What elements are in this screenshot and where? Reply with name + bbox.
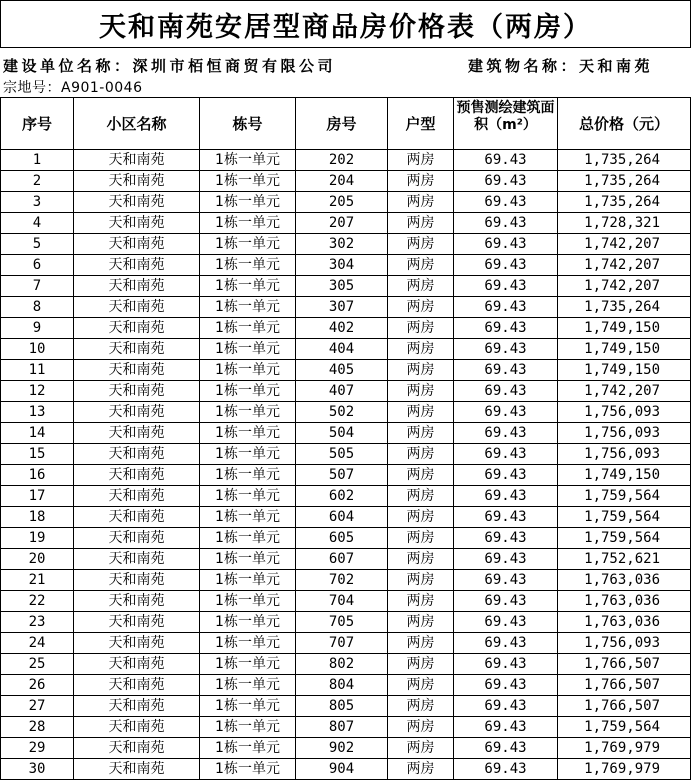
cell-index: 7 — [1, 276, 74, 297]
table-row — [1, 549, 691, 570]
cell-price: 1,735,264 — [558, 297, 691, 318]
table-row — [1, 234, 691, 255]
table-body — [1, 150, 691, 780]
cell-room: 202 — [296, 150, 388, 171]
cell-building: 1栋一单元 — [200, 591, 296, 612]
cell-room: 902 — [296, 738, 388, 759]
cell-type: 两房 — [388, 192, 454, 213]
cell-room: 502 — [296, 402, 388, 423]
cell-type: 两房 — [388, 444, 454, 465]
cell-price: 1,769,979 — [558, 759, 691, 780]
cell-community: 天和南苑 — [74, 717, 200, 738]
cell-price: 1,742,207 — [558, 255, 691, 276]
cell-building: 1栋一单元 — [200, 528, 296, 549]
cell-price: 1,752,621 — [558, 549, 691, 570]
cell-price: 1,756,093 — [558, 423, 691, 444]
cell-room: 704 — [296, 591, 388, 612]
cell-index: 23 — [1, 612, 74, 633]
cell-room: 402 — [296, 318, 388, 339]
cell-area: 69.43 — [454, 297, 558, 318]
cell-community: 天和南苑 — [74, 339, 200, 360]
developer-name: 建设单位名称：深圳市栢恒商贸有限公司 — [3, 57, 337, 75]
cell-community: 天和南苑 — [74, 444, 200, 465]
cell-type: 两房 — [388, 696, 454, 717]
cell-room: 504 — [296, 423, 388, 444]
cell-room: 404 — [296, 339, 388, 360]
table-row — [1, 276, 691, 297]
cell-price: 1,763,036 — [558, 570, 691, 591]
cell-community: 天和南苑 — [74, 591, 200, 612]
cell-index: 27 — [1, 696, 74, 717]
cell-building: 1栋一单元 — [200, 318, 296, 339]
cell-index: 25 — [1, 654, 74, 675]
cell-price: 1,749,150 — [558, 465, 691, 486]
cell-index: 30 — [1, 759, 74, 780]
cell-type: 两房 — [388, 255, 454, 276]
cell-index: 2 — [1, 171, 74, 192]
cell-price: 1,749,150 — [558, 360, 691, 381]
cell-area: 69.43 — [454, 150, 558, 171]
table-row — [1, 570, 691, 591]
cell-area: 69.43 — [454, 465, 558, 486]
cell-room: 304 — [296, 255, 388, 276]
cell-area: 69.43 — [454, 213, 558, 234]
col-header-index: 序号 — [1, 98, 74, 150]
cell-building: 1栋一单元 — [200, 675, 296, 696]
cell-building: 1栋一单元 — [200, 276, 296, 297]
cell-type: 两房 — [388, 633, 454, 654]
cell-type: 两房 — [388, 486, 454, 507]
cell-room: 407 — [296, 381, 388, 402]
cell-area: 69.43 — [454, 381, 558, 402]
cell-price: 1,766,507 — [558, 675, 691, 696]
cell-room: 205 — [296, 192, 388, 213]
cell-type: 两房 — [388, 507, 454, 528]
building-name: 建筑物名称：天和南苑 — [468, 57, 654, 75]
cell-room: 607 — [296, 549, 388, 570]
cell-price: 1,756,093 — [558, 444, 691, 465]
cell-building: 1栋一单元 — [200, 696, 296, 717]
table-row — [1, 381, 691, 402]
cell-index: 22 — [1, 591, 74, 612]
cell-price: 1,759,564 — [558, 507, 691, 528]
cell-area: 69.43 — [454, 192, 558, 213]
cell-building: 1栋一单元 — [200, 738, 296, 759]
cell-area: 69.43 — [454, 570, 558, 591]
cell-index: 15 — [1, 444, 74, 465]
table-row — [1, 213, 691, 234]
cell-type: 两房 — [388, 465, 454, 486]
cell-community: 天和南苑 — [74, 633, 200, 654]
cell-community: 天和南苑 — [74, 276, 200, 297]
cell-community: 天和南苑 — [74, 675, 200, 696]
table-row — [1, 339, 691, 360]
cell-room: 604 — [296, 507, 388, 528]
cell-price: 1,766,507 — [558, 654, 691, 675]
table-row — [1, 717, 691, 738]
cell-area: 69.43 — [454, 738, 558, 759]
cell-room: 707 — [296, 633, 388, 654]
cell-community: 天和南苑 — [74, 507, 200, 528]
cell-area: 69.43 — [454, 255, 558, 276]
table-row — [1, 150, 691, 171]
cell-room: 305 — [296, 276, 388, 297]
cell-room: 307 — [296, 297, 388, 318]
cell-building: 1栋一单元 — [200, 423, 296, 444]
cell-community: 天和南苑 — [74, 318, 200, 339]
cell-price: 1,735,264 — [558, 171, 691, 192]
cell-room: 702 — [296, 570, 388, 591]
cell-building: 1栋一单元 — [200, 150, 296, 171]
cell-type: 两房 — [388, 591, 454, 612]
cell-community: 天和南苑 — [74, 696, 200, 717]
page-title: 天和南苑安居型商品房价格表（两房） — [0, 0, 691, 47]
cell-area: 69.43 — [454, 423, 558, 444]
cell-price: 1,756,093 — [558, 633, 691, 654]
cell-type: 两房 — [388, 402, 454, 423]
cell-price: 1,759,564 — [558, 528, 691, 549]
table-row — [1, 402, 691, 423]
cell-index: 17 — [1, 486, 74, 507]
cell-price: 1,763,036 — [558, 612, 691, 633]
cell-index: 18 — [1, 507, 74, 528]
cell-room: 804 — [296, 675, 388, 696]
cell-type: 两房 — [388, 549, 454, 570]
cell-building: 1栋一单元 — [200, 549, 296, 570]
cell-price: 1,769,979 — [558, 738, 691, 759]
cell-type: 两房 — [388, 297, 454, 318]
cell-building: 1栋一单元 — [200, 171, 296, 192]
cell-room: 204 — [296, 171, 388, 192]
cell-area: 69.43 — [454, 402, 558, 423]
cell-index: 6 — [1, 255, 74, 276]
cell-room: 802 — [296, 654, 388, 675]
cell-index: 29 — [1, 738, 74, 759]
cell-price: 1,742,207 — [558, 276, 691, 297]
cell-index: 13 — [1, 402, 74, 423]
col-header-price: 总价格（元） — [558, 98, 691, 150]
cell-type: 两房 — [388, 759, 454, 780]
cell-area: 69.43 — [454, 654, 558, 675]
cell-index: 24 — [1, 633, 74, 654]
table-row — [1, 759, 691, 780]
cell-building: 1栋一单元 — [200, 381, 296, 402]
cell-community: 天和南苑 — [74, 402, 200, 423]
cell-area: 69.43 — [454, 360, 558, 381]
cell-area: 69.43 — [454, 612, 558, 633]
cell-index: 8 — [1, 297, 74, 318]
cell-index: 1 — [1, 150, 74, 171]
cell-index: 5 — [1, 234, 74, 255]
cell-area: 69.43 — [454, 696, 558, 717]
cell-community: 天和南苑 — [74, 465, 200, 486]
table-row — [1, 465, 691, 486]
cell-type: 两房 — [388, 528, 454, 549]
info-row — [0, 47, 691, 77]
table-row — [1, 612, 691, 633]
cell-price: 1,728,321 — [558, 213, 691, 234]
cell-area: 69.43 — [454, 507, 558, 528]
cell-room: 302 — [296, 234, 388, 255]
cell-community: 天和南苑 — [74, 192, 200, 213]
col-header-type: 户型 — [388, 98, 454, 150]
cell-building: 1栋一单元 — [200, 633, 296, 654]
cell-type: 两房 — [388, 339, 454, 360]
cell-building: 1栋一单元 — [200, 570, 296, 591]
table-row — [1, 297, 691, 318]
cell-index: 28 — [1, 717, 74, 738]
cell-index: 3 — [1, 192, 74, 213]
cell-building: 1栋一单元 — [200, 402, 296, 423]
cell-index: 12 — [1, 381, 74, 402]
cell-community: 天和南苑 — [74, 570, 200, 591]
table-row — [1, 654, 691, 675]
cell-area: 69.43 — [454, 444, 558, 465]
cell-price: 1,756,093 — [558, 402, 691, 423]
table-header-row — [1, 98, 691, 150]
cell-type: 两房 — [388, 360, 454, 381]
cell-community: 天和南苑 — [74, 759, 200, 780]
cell-type: 两房 — [388, 234, 454, 255]
cell-area: 69.43 — [454, 591, 558, 612]
table-row — [1, 591, 691, 612]
cell-building: 1栋一单元 — [200, 234, 296, 255]
cell-building: 1栋一单元 — [200, 444, 296, 465]
cell-community: 天和南苑 — [74, 381, 200, 402]
table-row — [1, 696, 691, 717]
cell-community: 天和南苑 — [74, 738, 200, 759]
cell-index: 20 — [1, 549, 74, 570]
table-row — [1, 360, 691, 381]
cell-type: 两房 — [388, 276, 454, 297]
cell-index: 10 — [1, 339, 74, 360]
cell-room: 605 — [296, 528, 388, 549]
cell-type: 两房 — [388, 738, 454, 759]
cell-community: 天和南苑 — [74, 234, 200, 255]
cell-index: 26 — [1, 675, 74, 696]
cell-community: 天和南苑 — [74, 360, 200, 381]
cell-building: 1栋一单元 — [200, 507, 296, 528]
cell-area: 69.43 — [454, 549, 558, 570]
cell-price: 1,759,564 — [558, 486, 691, 507]
cell-community: 天和南苑 — [74, 171, 200, 192]
col-header-room: 房号 — [296, 98, 388, 150]
cell-type: 两房 — [388, 612, 454, 633]
cell-type: 两房 — [388, 381, 454, 402]
cell-building: 1栋一单元 — [200, 192, 296, 213]
cell-index: 4 — [1, 213, 74, 234]
cell-community: 天和南苑 — [74, 486, 200, 507]
cell-type: 两房 — [388, 150, 454, 171]
cell-type: 两房 — [388, 318, 454, 339]
col-header-building: 栋号 — [200, 98, 296, 150]
table-row — [1, 633, 691, 654]
cell-type: 两房 — [388, 717, 454, 738]
cell-index: 9 — [1, 318, 74, 339]
cell-area: 69.43 — [454, 759, 558, 780]
cell-community: 天和南苑 — [74, 612, 200, 633]
cell-room: 705 — [296, 612, 388, 633]
cell-building: 1栋一单元 — [200, 213, 296, 234]
cell-index: 21 — [1, 570, 74, 591]
cell-index: 16 — [1, 465, 74, 486]
cell-type: 两房 — [388, 423, 454, 444]
cell-index: 19 — [1, 528, 74, 549]
table-row — [1, 255, 691, 276]
table-row — [1, 675, 691, 696]
cell-building: 1栋一单元 — [200, 654, 296, 675]
cell-type: 两房 — [388, 213, 454, 234]
cell-room: 602 — [296, 486, 388, 507]
cell-area: 69.43 — [454, 486, 558, 507]
cell-building: 1栋一单元 — [200, 612, 296, 633]
cell-price: 1,749,150 — [558, 339, 691, 360]
table-row — [1, 318, 691, 339]
col-header-community: 小区名称 — [74, 98, 200, 150]
cell-area: 69.43 — [454, 339, 558, 360]
cell-room: 505 — [296, 444, 388, 465]
cell-building: 1栋一单元 — [200, 255, 296, 276]
cell-community: 天和南苑 — [74, 297, 200, 318]
price-table — [0, 97, 691, 780]
cell-price: 1,766,507 — [558, 696, 691, 717]
cell-area: 69.43 — [454, 318, 558, 339]
cell-price: 1,735,264 — [558, 150, 691, 171]
cell-room: 207 — [296, 213, 388, 234]
cell-community: 天和南苑 — [74, 255, 200, 276]
cell-community: 天和南苑 — [74, 528, 200, 549]
cell-building: 1栋一单元 — [200, 297, 296, 318]
cell-building: 1栋一单元 — [200, 717, 296, 738]
parcel-number: 宗地号：A901-0046 — [3, 80, 143, 96]
cell-community: 天和南苑 — [74, 549, 200, 570]
cell-price: 1,742,207 — [558, 234, 691, 255]
table-row — [1, 423, 691, 444]
cell-type: 两房 — [388, 570, 454, 591]
cell-price: 1,763,036 — [558, 591, 691, 612]
cell-area: 69.43 — [454, 675, 558, 696]
cell-area: 69.43 — [454, 276, 558, 297]
table-row — [1, 738, 691, 759]
cell-area: 69.43 — [454, 633, 558, 654]
table-row — [1, 528, 691, 549]
cell-building: 1栋一单元 — [200, 339, 296, 360]
table-row — [1, 507, 691, 528]
cell-room: 405 — [296, 360, 388, 381]
cell-room: 904 — [296, 759, 388, 780]
cell-price: 1,742,207 — [558, 381, 691, 402]
cell-community: 天和南苑 — [74, 213, 200, 234]
cell-room: 807 — [296, 717, 388, 738]
cell-price: 1,735,264 — [558, 192, 691, 213]
cell-area: 69.43 — [454, 528, 558, 549]
cell-community: 天和南苑 — [74, 654, 200, 675]
parcel-row — [0, 76, 691, 97]
cell-price: 1,749,150 — [558, 318, 691, 339]
cell-building: 1栋一单元 — [200, 759, 296, 780]
cell-type: 两房 — [388, 675, 454, 696]
cell-community: 天和南苑 — [74, 423, 200, 444]
cell-type: 两房 — [388, 171, 454, 192]
cell-index: 11 — [1, 360, 74, 381]
table-row — [1, 486, 691, 507]
cell-building: 1栋一单元 — [200, 465, 296, 486]
table-row — [1, 444, 691, 465]
cell-type: 两房 — [388, 654, 454, 675]
cell-room: 507 — [296, 465, 388, 486]
table-row — [1, 192, 691, 213]
cell-area: 69.43 — [454, 717, 558, 738]
table-row — [1, 171, 691, 192]
cell-area: 69.43 — [454, 171, 558, 192]
cell-building: 1栋一单元 — [200, 360, 296, 381]
cell-area: 69.43 — [454, 234, 558, 255]
col-header-area: 预售测绘建筑面积（m²） — [454, 98, 558, 150]
cell-building: 1栋一单元 — [200, 486, 296, 507]
cell-index: 14 — [1, 423, 74, 444]
cell-community: 天和南苑 — [74, 150, 200, 171]
cell-price: 1,759,564 — [558, 717, 691, 738]
cell-room: 805 — [296, 696, 388, 717]
